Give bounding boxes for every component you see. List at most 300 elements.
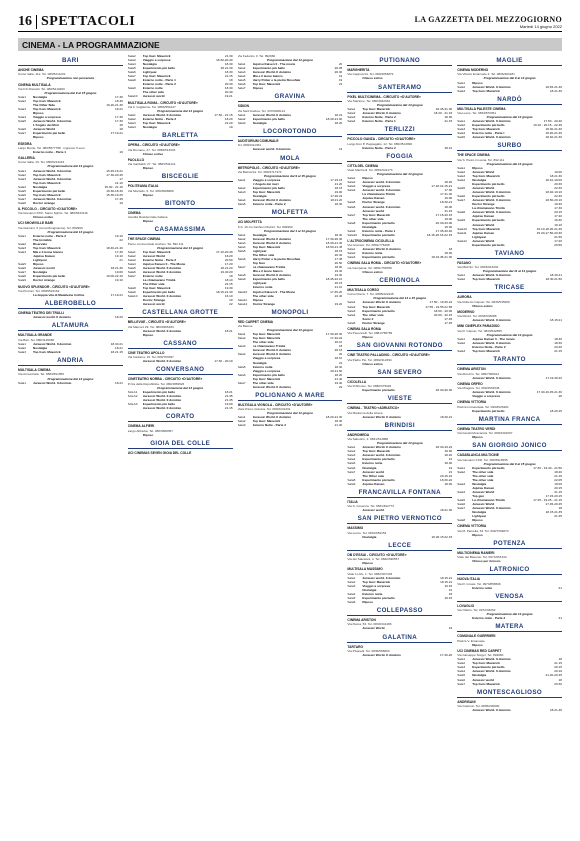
cinema-name: MULTISALA ROMA - CIRCUITO «D'AUTORE» bbox=[127, 100, 198, 105]
film-title: Jurassic World bbox=[142, 253, 165, 258]
screening-row bbox=[238, 423, 343, 427]
city-heading: FRANCAVILLA FONTANA bbox=[347, 488, 452, 498]
cinema-address: Viale Manfredi. Tel. 0881/642173 bbox=[347, 168, 393, 173]
cinema-address: Via Gramsci. Tel. 0881/776498 bbox=[347, 243, 390, 248]
showtimes: 20.30 bbox=[334, 70, 343, 75]
city-heading: BARLETTA bbox=[128, 131, 233, 141]
film-title: Jurassic World. Il dominio bbox=[142, 328, 182, 333]
cinema-address: Via dei Salesiani, 4. Tel. 0832/390557 bbox=[347, 557, 400, 562]
screen-number: Sala5 bbox=[18, 119, 26, 124]
screening-row bbox=[18, 381, 123, 385]
screening-row bbox=[457, 533, 562, 537]
film-title: The Other Side bbox=[33, 103, 56, 108]
city-heading: VIESTE bbox=[347, 394, 452, 404]
cinema-name: GALLERIA bbox=[18, 156, 35, 161]
screen-number: Sala10 bbox=[127, 94, 138, 99]
screen-number: Sala5 bbox=[237, 78, 246, 83]
cinema-name: CINEMA TEATRO DEI TRULLI bbox=[18, 311, 65, 315]
film-title: The Other side bbox=[362, 473, 385, 478]
screening-row bbox=[347, 535, 452, 539]
showtimes: 18.30 bbox=[334, 202, 343, 207]
screen-number: Sala3 bbox=[347, 115, 356, 120]
film-title: Esterno notte bbox=[252, 285, 273, 290]
showtimes: 22.30 bbox=[554, 186, 562, 191]
cinema-name: MULTISALA CINEMA bbox=[18, 368, 51, 373]
screen-number: Sala4 bbox=[347, 457, 356, 462]
film-title: Jurassic world. Il dominio bbox=[362, 188, 401, 193]
cinema-name: CITTA DEL CINEMA bbox=[347, 163, 379, 168]
cinema-address: Via Bainsizza. Tel. 080/4717474 bbox=[237, 169, 282, 174]
showtimes: 21.10 bbox=[334, 285, 343, 290]
film-title: Jurassic world. Il dominio bbox=[362, 453, 401, 458]
showtimes: 18.50-21.45 bbox=[325, 244, 343, 249]
showtimes: 20.20 bbox=[554, 345, 562, 349]
cinema-name: CINEMA MULTISALA bbox=[18, 82, 51, 87]
cinema-name: UCI MOLFETTA bbox=[237, 220, 262, 225]
film-title: Jurassic World bbox=[472, 186, 495, 191]
cinema-name: UCI CINEMAS SEVEN GIOIA DEL COLLE bbox=[127, 450, 192, 455]
showtimes: 19.30 bbox=[334, 269, 343, 274]
showtimes: 18.45-21.30 bbox=[545, 84, 562, 89]
showtimes: 21.30 bbox=[334, 423, 343, 428]
cinema-address: Via Ofanto. Tel. 0972/33252 bbox=[457, 608, 496, 613]
showtimes: 17.40 bbox=[554, 214, 562, 219]
screen-number: Sala8 bbox=[457, 518, 466, 523]
cinema-name: CINEMA SALA ROMA - CIRCUITO «D'AUTORE» bbox=[347, 261, 422, 266]
screening-row bbox=[238, 147, 343, 151]
screen-number bbox=[457, 394, 470, 398]
screening-row bbox=[347, 508, 452, 512]
cinema-name: BELLEVUE - CIRCUITO «D'AUTORE» bbox=[127, 320, 186, 325]
screen-number: Sala3 bbox=[18, 246, 26, 251]
screen-number: Sala5 bbox=[457, 135, 466, 140]
film-title: Lightyear bbox=[472, 234, 487, 239]
film-title: Jurassic World. Il dominio bbox=[472, 135, 511, 140]
showtimes: 19.10 - 20.15 - 22.45 bbox=[533, 123, 562, 128]
showtimes: 21.15 bbox=[444, 208, 453, 213]
screening-row bbox=[128, 152, 233, 156]
screen-number: Sala4 bbox=[347, 119, 356, 124]
programming-period: Programmazione dal 14 giugno bbox=[157, 385, 204, 390]
film-title: Mia e il leone bianco bbox=[252, 269, 283, 274]
screen-number: Sala6 bbox=[347, 204, 356, 209]
cinema-address: Via Sabotino, 2. 0831/514888 bbox=[347, 437, 389, 442]
film-title: Jurassic World bbox=[472, 502, 495, 507]
screen-number bbox=[128, 333, 141, 337]
film-title: Top Gun: Maverick bbox=[472, 173, 500, 178]
showtimes: 18.30-20.30 bbox=[435, 388, 453, 393]
cinema-address: P.zza della Repubblica. Tel. 080/4959523 bbox=[127, 381, 185, 386]
cinema-name: AURORA bbox=[457, 295, 472, 300]
film-title: Jurassic World. Il dominio bbox=[472, 506, 511, 511]
screen-number: Sala1 bbox=[347, 575, 356, 580]
film-title: Top Gun: Maverick bbox=[252, 332, 281, 337]
cinema-name: MULTISALA VIGNOLA - CIRCUITO «D'AUTORE» bbox=[237, 402, 313, 407]
programming-period: Programmazione dal 14 giugno bbox=[486, 332, 533, 337]
film-title: Jurassic World. Il dominio bbox=[33, 168, 72, 173]
cinema-name: AUDITORIUM COMUNALE bbox=[237, 139, 279, 144]
film-title: Doctor Strange bbox=[362, 320, 385, 325]
film-title: Esperimento più bello bbox=[472, 665, 505, 670]
screen-number: Sala1 bbox=[457, 657, 466, 662]
screen-number: Sala8 bbox=[18, 274, 26, 279]
city-heading: LOCOROTONDO bbox=[238, 127, 343, 137]
screen-number bbox=[347, 561, 360, 565]
cinema-address: Via Abruzzo. Tel. 099/7369914 bbox=[457, 371, 500, 376]
showtimes: 21 bbox=[119, 258, 123, 263]
showtimes: 18.20-21.30 bbox=[325, 415, 343, 420]
cinema-name: ANCHE CINEMA bbox=[18, 68, 44, 72]
showtimes: 18 bbox=[558, 657, 562, 662]
cinema-name: CINEMA VITTORIA bbox=[457, 400, 487, 405]
screening-row bbox=[457, 708, 562, 712]
showtimes: 21 bbox=[558, 616, 562, 621]
screening-row bbox=[238, 202, 343, 206]
screening-row bbox=[347, 76, 452, 80]
cinema-address: Via Roma, 53. Tel. 0833/341496 bbox=[347, 622, 392, 627]
showtimes: 20.40 bbox=[224, 90, 233, 95]
film-title: Esperimento più bello bbox=[252, 277, 285, 282]
showtimes: 22.30 bbox=[554, 194, 562, 199]
film-title: Jurassic World. Il dominio bbox=[33, 196, 72, 201]
showtimes: 18.20.15.22.15 bbox=[431, 534, 453, 539]
showtimes: 21 bbox=[448, 469, 453, 474]
film-title: Mia e il leone bianco bbox=[33, 250, 64, 255]
cinema-name: MARGHERITA bbox=[347, 68, 370, 72]
screen-number: Sala3 bbox=[127, 121, 136, 126]
film-title: Nostalgia bbox=[252, 232, 267, 237]
screening-row bbox=[347, 653, 452, 657]
cinema-address: Via M. Pietrella, 33. Tel. 099/7339070 bbox=[457, 528, 509, 533]
screen-number: Sala1 bbox=[127, 249, 136, 254]
film-title: Sonic 2 bbox=[362, 316, 374, 321]
cinema-address: Corso Italia, 15. Tel. 080/5214343 bbox=[18, 160, 65, 165]
film-title: Top Gun: Maverick bbox=[33, 246, 61, 251]
film-title: Esperimento più bello bbox=[362, 232, 395, 237]
film-title: Esterno notte bbox=[472, 585, 493, 590]
film-title: Jurassic World. Il dominio bbox=[472, 198, 511, 203]
film-title: Jurassic World. Il dominio bbox=[472, 340, 511, 345]
film-title: Chiuso estivo bbox=[362, 76, 383, 81]
screen-number bbox=[238, 147, 251, 151]
showtimes: 18.15 bbox=[334, 249, 343, 254]
showtimes: 18.40-19.10 bbox=[545, 190, 562, 195]
screen-number: Sala3 bbox=[457, 481, 466, 486]
city-heading: CERIGNOLA bbox=[347, 276, 452, 286]
film-title: Jurassic world bbox=[472, 677, 494, 682]
showtimes: 17.30-20.30 bbox=[325, 332, 343, 337]
screen-number: Sala6 bbox=[457, 194, 466, 199]
cinema-name: CINEMA VITTORIA bbox=[457, 524, 487, 529]
programming-period: Programmazione dal 9 al 15 giugno bbox=[483, 461, 536, 466]
film-title: Esperimento più bello bbox=[142, 389, 176, 394]
cinema-address: Via Sant'Andrea. Tel. 347/9400121 bbox=[237, 108, 286, 113]
city-heading: TRICASE bbox=[457, 283, 562, 293]
cinema-name: DB D'ESSAI - CIRCUITO «D'AUTORE» bbox=[347, 552, 407, 557]
film-title: Top Gun: Maverick bbox=[33, 350, 61, 354]
film-title: Chiuso per rinnovo bbox=[472, 559, 501, 564]
film-title: Esperimento più bello bbox=[33, 188, 66, 193]
screen-number: Sala7 bbox=[457, 198, 466, 203]
newspaper-name: LA GAZZETTA DEL MEZZOGIORNO bbox=[414, 15, 562, 24]
film-title: Jurassic World. Il dominio bbox=[472, 375, 511, 380]
showtimes: 20.30 bbox=[334, 253, 343, 258]
screen-number: Sala4 bbox=[347, 312, 356, 317]
film-title: Jurassic world bbox=[142, 302, 165, 307]
showtimes: 20.15 bbox=[554, 665, 562, 670]
showtimes: 17.45 bbox=[444, 320, 453, 325]
screening-row bbox=[457, 304, 562, 308]
cinema-address: Via Federico II. Tel. 892960 bbox=[237, 54, 276, 58]
showtimes: 18.15.21 bbox=[440, 579, 453, 584]
screen-number: Sala1 bbox=[237, 415, 246, 420]
cinema-address: Parco commerciale Auchan. Tel. 892.111 bbox=[127, 241, 184, 246]
film-title: Jurassic world. Il dominio bbox=[362, 575, 401, 580]
screen-number: Sala7 bbox=[237, 265, 246, 270]
screen-number: Sala1 bbox=[347, 445, 356, 450]
screen-number: Sala4 bbox=[237, 352, 246, 357]
screen-number: Sala2 bbox=[457, 123, 466, 128]
screen-number: Sala2 bbox=[457, 469, 466, 474]
film-title: Top Gun: Maverick bbox=[472, 88, 500, 93]
showtimes: 18.30-22 bbox=[439, 477, 453, 482]
film-title: Doctor Strange bbox=[252, 301, 275, 306]
cinema-address: Via Giovanni XXIII, Santo Spirito. Tel. 080/5333116 bbox=[18, 211, 88, 216]
showtimes: 17.19.30.22 bbox=[545, 375, 562, 380]
city-heading: MOLA bbox=[238, 154, 343, 164]
screen-number: Sala3 bbox=[237, 120, 246, 125]
film-title: Jurassic World. Il dominio bbox=[472, 708, 511, 713]
cinema-name: CINETEATRO NORBA - CIRCUITO «D'AUTORE» bbox=[127, 377, 203, 382]
screening-row bbox=[128, 406, 233, 410]
cinema-address: Via R. Grossi. Tel. 0973/858526 bbox=[457, 581, 501, 586]
film-title: Jurassic World. Il dominio bbox=[472, 119, 511, 124]
cinema-name: CASABLANCA MULTICINE bbox=[457, 453, 499, 458]
screen-number bbox=[457, 643, 470, 647]
showtimes: 17.19.21 bbox=[110, 131, 123, 136]
cinema-address: Via Cadorna, 15. Tel. 080/763397 bbox=[127, 355, 174, 360]
screen-number: Sala5 bbox=[237, 364, 246, 369]
programming-period: Programmazione dal 14 giugno bbox=[376, 172, 423, 177]
showtimes: 17.40-22 bbox=[330, 336, 343, 341]
screen-number: Sala3 bbox=[457, 127, 466, 132]
film-title: Top Gun: Maverick bbox=[362, 107, 391, 111]
screen-number: SALA2 bbox=[127, 393, 138, 398]
film-title: Riposo bbox=[33, 262, 44, 267]
film-title: Doctor Strange bbox=[472, 202, 495, 207]
screening-row bbox=[457, 682, 562, 686]
showtimes: 18.30 bbox=[554, 336, 562, 341]
screening-row bbox=[457, 586, 562, 590]
cinema-address: Via S. Pietro in Lama. Tel. 892.111 bbox=[457, 157, 505, 162]
cinema-address: Via Mazzini. Tel. 0833/913232 bbox=[457, 265, 499, 270]
film-title: Esterno notte bbox=[142, 273, 163, 278]
programming-period: Programmazione dal 14 giugno bbox=[267, 328, 313, 333]
programming-period: Programmazione dal 14 giugno bbox=[267, 411, 313, 416]
city-heading: POLIGNANO A MARE bbox=[238, 391, 343, 401]
film-title: Jurassic World bbox=[472, 169, 495, 174]
film-title: Lightyear bbox=[142, 70, 157, 75]
screen-number: Sala5 bbox=[457, 673, 466, 678]
screen-number: Sala8 bbox=[457, 210, 466, 215]
cinema-address: Via S. Cosenza. Tel. 0831/812772 bbox=[347, 504, 395, 509]
film-title: Esterno notte - Parte 1 bbox=[33, 149, 67, 154]
showtimes: 18.45-21.30 bbox=[435, 107, 453, 111]
screen-number: Sala6 bbox=[127, 269, 136, 274]
masthead-left bbox=[18, 15, 135, 29]
film-title: Top Gun: Maverick bbox=[362, 212, 391, 217]
film-title: Riposo bbox=[472, 165, 483, 170]
screening-row bbox=[238, 385, 343, 389]
showtimes: 18.20 bbox=[334, 120, 343, 125]
showtimes: 18.15.21 bbox=[440, 575, 453, 580]
screen-number bbox=[18, 293, 31, 297]
film-title: Esperimento più bello bbox=[252, 186, 285, 191]
film-title: Nostalgia bbox=[142, 125, 157, 130]
screen-number: Sala9 bbox=[18, 278, 26, 283]
screen-number: Sala6 bbox=[457, 502, 466, 507]
screen-number: Sala1 bbox=[457, 80, 466, 85]
screen-number: Sala4 bbox=[18, 250, 26, 255]
film-title: Nostalgia bbox=[362, 587, 377, 592]
screen-number: Sala7 bbox=[18, 196, 26, 201]
showtimes: 15.20-17.50-20.30 bbox=[536, 230, 562, 235]
film-title: Esperimento più bello bbox=[472, 408, 505, 413]
cinema-address: Via R. Caputo. Tel. 0833/542855 bbox=[457, 328, 502, 333]
film-title: Doctor strange bbox=[33, 278, 56, 283]
cinema-address: Via Pisanelli. Tel. 0836/566663 bbox=[347, 648, 390, 653]
film-title: Jurassic World. Il dominio bbox=[142, 406, 182, 411]
screen-number bbox=[128, 433, 141, 437]
screen-number: Sala3 bbox=[237, 70, 246, 75]
cinema-name: CINE TEATRO PALLADINO - CIRCUITO «D'AUTORE» bbox=[347, 353, 430, 358]
screen-number: Sala7 bbox=[457, 681, 466, 686]
film-title: Jurassic World. Il dominio bbox=[252, 348, 292, 353]
screen-number: Sala5 bbox=[18, 188, 26, 193]
film-title: Jujutsu Kaisen bbox=[472, 214, 495, 219]
cinema-name: MINI CINEPLEX PARADISO bbox=[457, 324, 500, 329]
screening-row bbox=[457, 559, 562, 563]
screening-row bbox=[238, 302, 343, 306]
cinema-name: THE SPACE CINEMA bbox=[127, 237, 161, 242]
film-title: Jujutsu Kaisen bbox=[472, 230, 495, 235]
showtimes: 17.45 bbox=[115, 196, 123, 201]
cinema-address: via Campania. Tel. 0881/758789 bbox=[347, 265, 392, 270]
film-title: Riposo bbox=[142, 332, 154, 337]
film-title: The other side bbox=[362, 216, 384, 221]
showtimes: 21.15 bbox=[554, 661, 562, 666]
showtimes: 19.10 bbox=[554, 222, 562, 227]
cinema-address: Via Bari. Tel. 080/3145060 bbox=[18, 337, 55, 342]
cinema-name: IL PICCOLO - CIRCUITO «D'AUTORE» bbox=[18, 206, 78, 211]
screen-number: Sala2 bbox=[457, 661, 466, 666]
screen-number: Sala6 bbox=[18, 266, 26, 271]
showtimes: 19 bbox=[448, 626, 453, 631]
cinema-address: Via Annunziata. Tel. 0883/591555 bbox=[18, 372, 64, 377]
showtimes: 18.15-21.40 bbox=[216, 290, 233, 295]
showtimes: 20.15 bbox=[554, 210, 562, 215]
film-title: Viaggio a sorpresa bbox=[362, 184, 391, 189]
film-title: La chiamavano Trinità bbox=[472, 206, 505, 211]
screen-number bbox=[457, 708, 470, 712]
programming-period: Programmazione dal 14 giugno bbox=[486, 115, 533, 120]
cinema-address: Via F. Guglielmo. Tel. 0883/554447 bbox=[127, 104, 176, 109]
cinema-name: UCI CINEMAS RED CARPET bbox=[457, 648, 502, 653]
film-title: Nostalgia bbox=[472, 481, 487, 486]
film-title: Riposo bbox=[142, 166, 154, 171]
showtimes: 21.15 bbox=[554, 349, 562, 354]
film-title: La chiamavano Trinità bbox=[252, 344, 286, 349]
film-title: Riposo bbox=[362, 335, 373, 340]
screening-row bbox=[18, 150, 123, 154]
cinema-name: ITALIA bbox=[347, 499, 358, 504]
programming-period: Programmazione dal 14 giugno bbox=[157, 108, 204, 113]
film-title: Top gun bbox=[472, 493, 485, 498]
screen-number: Sala6 bbox=[237, 82, 246, 87]
film-title: Riservato bbox=[33, 242, 48, 247]
film-title: Viaggio a sorpresa bbox=[252, 356, 281, 361]
film-title: Top Gun: Maverick bbox=[142, 121, 171, 126]
film-title: Esterno notte - Parte I bbox=[472, 131, 505, 136]
film-title: Lightyear bbox=[252, 249, 267, 254]
showtimes: 21.10 bbox=[115, 180, 123, 185]
screen-number: Sala3 bbox=[347, 453, 356, 458]
showtimes: 17.19.15 bbox=[330, 178, 343, 183]
film-title: Top Gun bbox=[252, 261, 266, 266]
cinema-name: CINEMA ARISTON bbox=[347, 618, 376, 623]
film-title: Jurassic World. Il dominio bbox=[33, 380, 72, 385]
screen-number: SALA3 bbox=[127, 402, 138, 407]
screen-number: Sala4 bbox=[457, 178, 466, 183]
film-title: The other side bbox=[472, 477, 494, 482]
showtimes: 16.30 bbox=[554, 218, 562, 223]
showtimes: 18.30-19.22 bbox=[435, 445, 453, 450]
city-heading: GALATINA bbox=[347, 633, 452, 643]
film-title: Lightyear bbox=[33, 258, 47, 263]
showtimes: 20.05 bbox=[334, 66, 343, 71]
screening-row bbox=[347, 415, 452, 419]
showtimes: 18.30 bbox=[224, 70, 233, 75]
cinema-address: Largo Monte. Tel. 080/5577788 · ingresso 5 euro bbox=[18, 145, 85, 150]
film-title: Esperimento più bello bbox=[142, 290, 176, 295]
screen-number bbox=[457, 586, 470, 590]
showtimes: 19.10 bbox=[115, 278, 123, 283]
showtimes: 19.15 bbox=[444, 583, 453, 588]
screening-row bbox=[238, 121, 343, 125]
film-title: Esterno notte bbox=[142, 86, 163, 91]
cinema-name: RED CARPET CINEMA bbox=[237, 319, 273, 324]
showtimes: 18.15 bbox=[334, 186, 343, 191]
film-title: Nostalgia bbox=[252, 360, 267, 365]
film-title: Jurassic World bbox=[472, 222, 495, 227]
screening-row bbox=[347, 119, 452, 123]
showtimes: 19.30 bbox=[444, 224, 453, 229]
screen-number bbox=[18, 150, 31, 154]
film-title: Jurassic World. Il dominio bbox=[142, 113, 182, 118]
city-heading: TAVIANO bbox=[457, 249, 562, 259]
screen-number: Sala2 bbox=[127, 54, 136, 58]
film-title: Top Gun: Maverick bbox=[472, 226, 500, 231]
film-title: Riposo bbox=[472, 532, 483, 537]
cinema-address: Via Vittorio Emanuele II. Tel. 0836/484181 bbox=[457, 72, 515, 77]
showtimes: 22 bbox=[229, 302, 233, 307]
screen-number bbox=[457, 318, 470, 322]
showtimes: 21.15 bbox=[224, 406, 233, 411]
screen-number: Sala2 bbox=[237, 419, 246, 424]
cinema-name: PICCOLO GANZA - CIRCUITO «D'AUTORE» bbox=[347, 137, 416, 142]
cinema-name: MULTISALA MASSIMO bbox=[347, 567, 383, 572]
cinema-name: UCI SHOWVILLE BARI bbox=[18, 221, 54, 226]
